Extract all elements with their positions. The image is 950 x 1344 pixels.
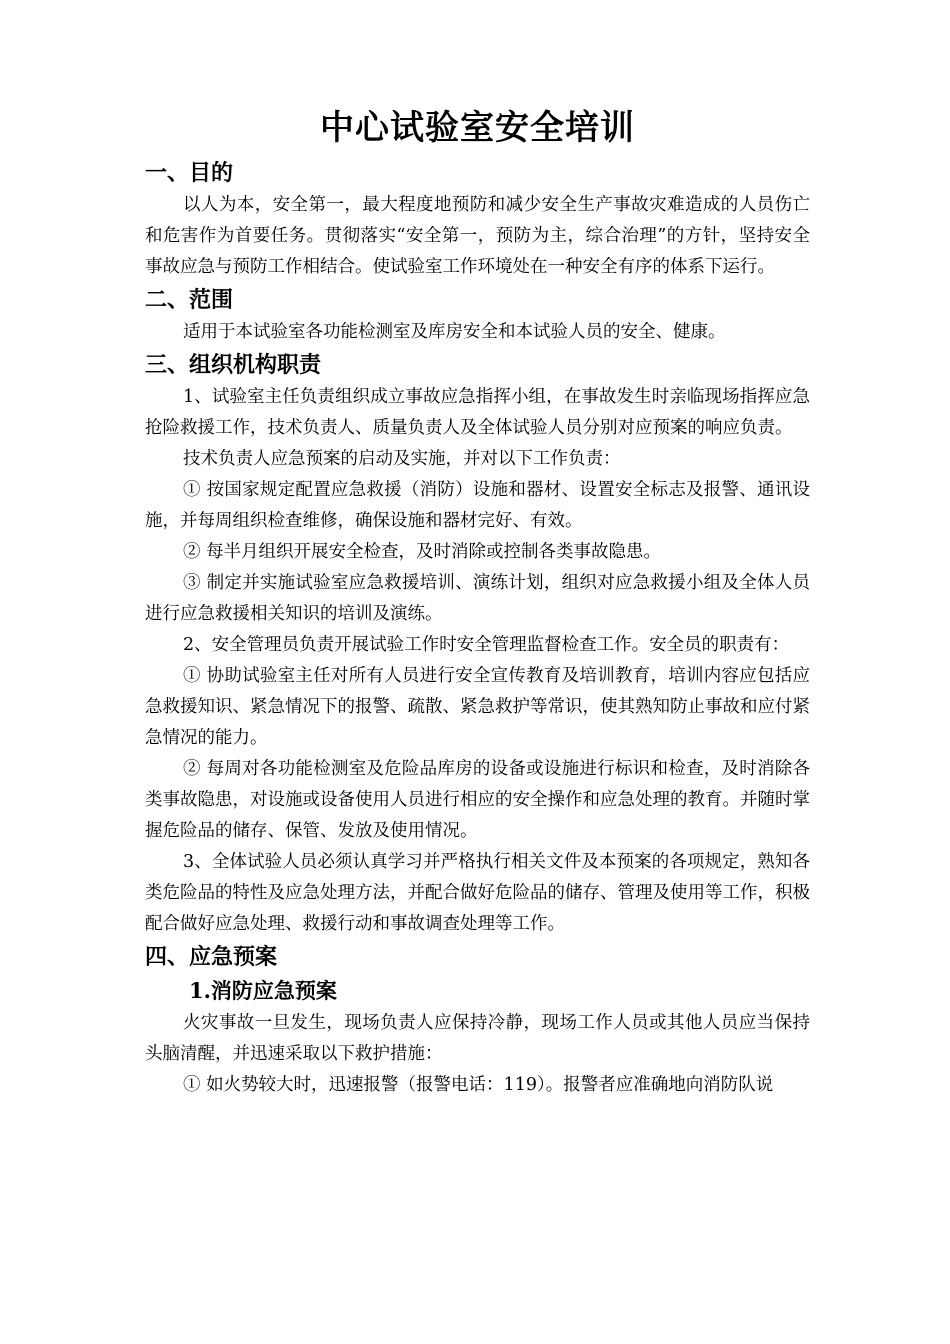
paragraph: 以人为本，安全第一，最大程度地预防和减少安全生产事故灾难造成的人员伤亡和危害作为首要任务。贯彻落实“安全第一，预防为主，综合治理”的方针，坚持安全事故应急与预防工作相结合。使试验室工作环境处在一种安全有序的体系下运行。: [145, 195, 810, 277]
paragraph: 技术负责人应急预案的启动及实施，并对以下工作负责：: [183, 449, 621, 469]
paragraph: ① 按国家规定配置应急救援（消防）设施和器材、设置安全标志及报警、通讯设施，并每周组织检查维修，确保设施和器材完好、有效。: [145, 480, 810, 531]
paragraph: 2、安全管理员负责开展试验工作时安全管理监督检查工作。安全员的职责有：: [183, 635, 790, 655]
paragraph: 火灾事故一旦发生，现场负责人应保持冷静，现场工作人员或其他人员应当保持头脑清醒，并迅速采取以下救护措施：: [145, 1013, 810, 1064]
paragraph: ② 每半月组织开展安全检查，及时消除或控制各类事故隐患。: [183, 542, 662, 562]
section-heading-scope: 二、范围: [145, 287, 234, 313]
paragraph: ① 如火势较大时，迅速报警（报警电话：119）。报警者应准确地向消防队说: [183, 1075, 774, 1095]
paragraph: ③ 制定并实施试验室应急救援培训、演练计划，组织对应急救援小组及全体人员进行应急救援相关知识的培训及演练。: [145, 573, 810, 624]
section-heading-purpose: 一、目的: [145, 160, 234, 186]
paragraph: ② 每周对各功能检测室及危险品库房的设备或设施进行标识和检查，及时消除各类事故隐患，对设施或设备使用人员进行相应的安全操作和应急处理的教育。并随时掌握危险品的储存、保管、发放及使用情况。: [145, 759, 810, 841]
document-title: 中心试验室安全培训: [320, 108, 635, 148]
document-page: [145, 108, 810, 1101]
paragraph: 适用于本试验室各功能检测室及库房安全和本试验人员的安全、健康。: [183, 322, 726, 342]
paragraph: ① 协助试验室主任对所有人员进行安全宣传教育及培训教育，培训内容应包括应急救援知识、紧急情况下的报警、疏散、紧急救护等常识，使其熟知防止事故和应付紧急情况的能力。: [145, 666, 810, 748]
section-heading-responsibilities: 三、组织机构职责: [145, 352, 322, 378]
paragraph: 1、试验室主任负责组织成立事故应急指挥小组，在事故发生时亲临现场指挥应急抢险救援工作，技术负责人、质量负责人及全体试验人员分别对应预案的响应负责。: [145, 387, 810, 438]
section-heading-emergency-plan: 四、应急预案: [145, 944, 278, 970]
subsection-heading-fire-plan: 1.消防应急预案: [189, 978, 337, 1003]
paragraph: 3、全体试验人员必须认真学习并严格执行相关文件及本预案的各项规定，熟知各类危险品的特性及应急处理方法，并配合做好危险品的储存、管理及使用等工作，积极配合做好应急处理、救援行动和事故调查处理等工作。: [145, 852, 810, 934]
